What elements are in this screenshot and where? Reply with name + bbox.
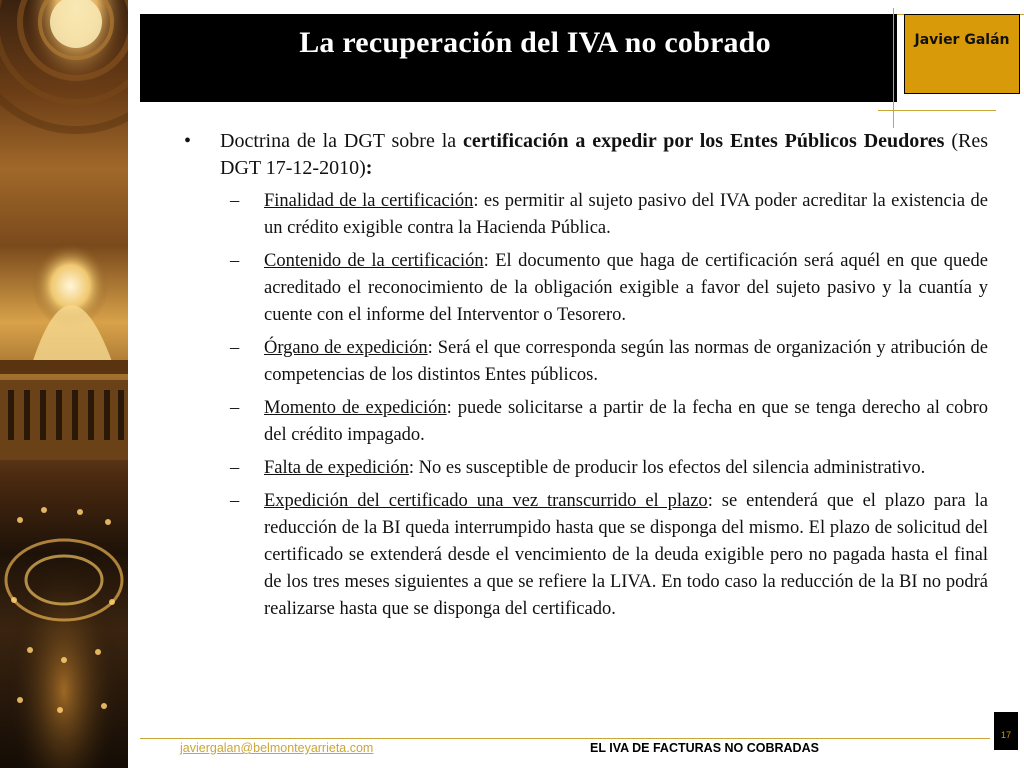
dash-icon: –: [230, 398, 240, 418]
sub-item-text: : se entenderá que el plazo para la reducción de la BI queda interrumpido hasta que se disponga del mismo. El plazo de solicitud del certificado se extenderá desde el vencimiento de la deuda exigible pero no pagada hasta el final de los tres meses siguientes a que se refiere la LIVA. En todo caso la reducción de la BI no podrá realizarse hasta que se disponga del certificado.: [264, 491, 988, 619]
sub-item-falta: [178, 455, 988, 482]
dash-icon: –: [230, 491, 240, 511]
sub-item-finalidad: [178, 188, 988, 242]
sub-item-heading: Expedición del certificado una vez transcurrido el plazo: [264, 491, 708, 511]
sub-item-text: : puede solicitarse a partir de la fecha en que se tenga derecho al cobro del crédito impagado.: [264, 398, 988, 445]
header-gold-short-line: [878, 110, 996, 111]
sub-item-momento: [178, 395, 988, 449]
dash-icon: –: [230, 191, 240, 211]
dash-icon: –: [230, 458, 240, 478]
photo-border: [128, 0, 140, 768]
logo-box: [904, 14, 1020, 94]
sub-item-heading: Contenido de la certificación: [264, 251, 484, 271]
sub-item-heading: Falta de expedición: [264, 458, 409, 478]
footer-gold-line: [140, 738, 990, 739]
footer-email-link[interactable]: javiergalan@belmonteyarrieta.com: [180, 741, 374, 755]
dash-icon: –: [230, 338, 240, 358]
logo-text: Javier Galán: [914, 32, 1010, 48]
sub-item-text: : es permitir al sujeto pasivo del IVA poder acreditar la existencia de un crédito exigible contra la Hacienda Pública.: [264, 191, 988, 238]
sub-item-organo: [178, 335, 988, 389]
bullet-icon: •: [184, 130, 192, 152]
dash-icon: –: [230, 251, 240, 271]
sub-item-text: : No es susceptible de producir los efectos del silencia administrativo.: [408, 458, 926, 478]
sub-item-expedicion-plazo: [178, 488, 988, 623]
sub-item-heading: Momento de expedición: [264, 398, 447, 418]
sub-item-text: : El documento que haga de certificación será aquél en que quede acreditado el reconocimiento de la obligación exigible a favor del sujeto pasivo y la cuantía y cuente con el informe del Interventor o Tesorero.: [264, 251, 988, 325]
bullet-bold-1: certificación a expedir por los Entes Públicos Deudores: [463, 130, 945, 152]
sub-item-heading: Órgano de expedición: [264, 338, 428, 358]
main-bullet: [178, 128, 988, 182]
bullet-text-1: Doctrina de la DGT sobre la: [220, 130, 464, 152]
library-dome-photo: [0, 0, 128, 768]
sub-item-heading: Finalidad de la certificación: [264, 191, 474, 211]
library-dome-illustration: [0, 0, 128, 768]
sub-list: [178, 188, 988, 623]
bullet-text-2: (Res DGT 17-12-2010): [220, 130, 989, 179]
slide-title: La recuperación del IVA no cobrado: [299, 26, 771, 59]
slide-content: [178, 128, 988, 629]
sub-item-contenido: [178, 248, 988, 329]
page-number: 17: [1000, 730, 1011, 740]
bullet-bold-2: :: [365, 157, 373, 179]
footer-title: EL IVA DE FACTURAS NO COBRADAS: [590, 741, 819, 755]
sub-item-text: : Será el que corresponda según las normas de organización y atribución de competencias de los distintos Entes públicos.: [264, 338, 988, 385]
